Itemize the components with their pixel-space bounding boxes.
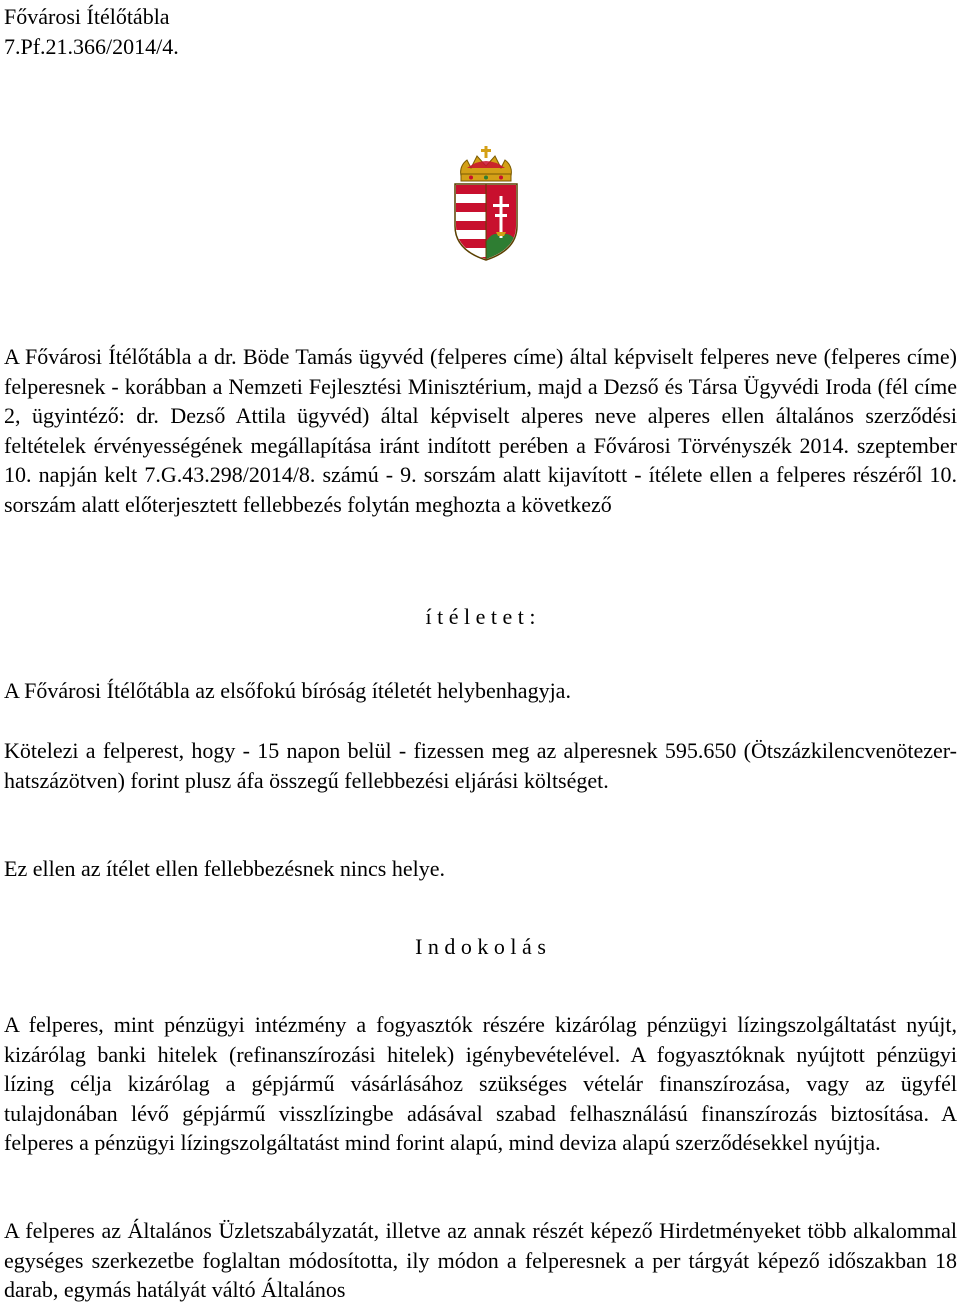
- court-name: Fővárosi Ítélőtábla: [4, 4, 170, 29]
- document-page: [4, 0, 957, 1303]
- judgment-paragraph: Kötelezi a felperest, hogy - 15 napon belül - fizessen meg az alperesnek 595.650 (Ötszázkilencvenötezer-hatszázötven) forint plusz áfa összegű fellebbezési eljárási költséget.: [4, 738, 957, 793]
- judgment-paragraph: A Fővárosi Ítélőtábla az elsőfokú bíróság ítéletét helybenhagyja.: [4, 678, 571, 703]
- shield-icon: [455, 184, 518, 262]
- judgment-paragraph: Ez ellen az ítélet ellen fellebbezésnek nincs helye.: [4, 856, 445, 881]
- case-number: 7.Pf.21.366/2014/4.: [4, 34, 179, 59]
- document-header: [4, 0, 957, 62]
- intro-paragraph: A Fővárosi Ítélőtábla a dr. Böde Tamás ügyvéd (felperes címe) által képviselt felperes neve (felperes címe) felperesnek - korábban a Nemzeti Fejlesztési Minisztérium, majd a Dezső és Társa Ügyvédi Iroda (fél címe 2, ügyintéző: dr. Dezső Attila ügyvéd) által képviselt alperes neve alperes ellen általános szerződési feltételek érvényességének megállapítása iránt indított perében a Fővárosi Törvényszék 2014. szeptember 10. napján kelt 7.G.43.298/2014/8. számú - 9. sorszám alatt kijavított - ítélete ellen a felperes részéről 10. sorszám alatt előterjesztett fellebbezés folytán meghozta a következő: [4, 344, 957, 517]
- hungarian-coat-of-arms-icon: [449, 146, 523, 262]
- crown-icon: [461, 146, 512, 181]
- reasoning-paragraph: A felperes, mint pénzügyi intézmény a fogyasztók részére kizárólag pénzügyi lízingszolgáltatást nyújt, kizárólag banki hitelek (refinanszírozási hitelek) igénybevételével. A fogyasztóknak nyújtott pénzügyi lízing célja kizárólag a gépjármű vásárlásához szükséges vételár finanszírozása, vagy az ügyfél tulajdonában lévő gépjármű visszlízingbe adásával szabad felhasználású finanszírozás biztosítása. A felperes a pénzügyi lízingszolgáltatást mind forint alapú, mind deviza alapú szerződésekkel nyújtja.: [4, 1012, 957, 1156]
- reasoning-heading: I n d o k o l á s: [415, 934, 546, 959]
- judgment-heading: í t é l e t e t :: [425, 604, 536, 629]
- reasoning-paragraph: A felperes az Általános Üzletszabályzatát, illetve az annak részét képező Hirdetményeket több alkalommal egységes szerkezetbe foglaltan módosította, ily módon a felperesnek a per tárgyát képező időszakban 18 darab, egymás hatályát váltó Általános: [4, 1218, 957, 1303]
